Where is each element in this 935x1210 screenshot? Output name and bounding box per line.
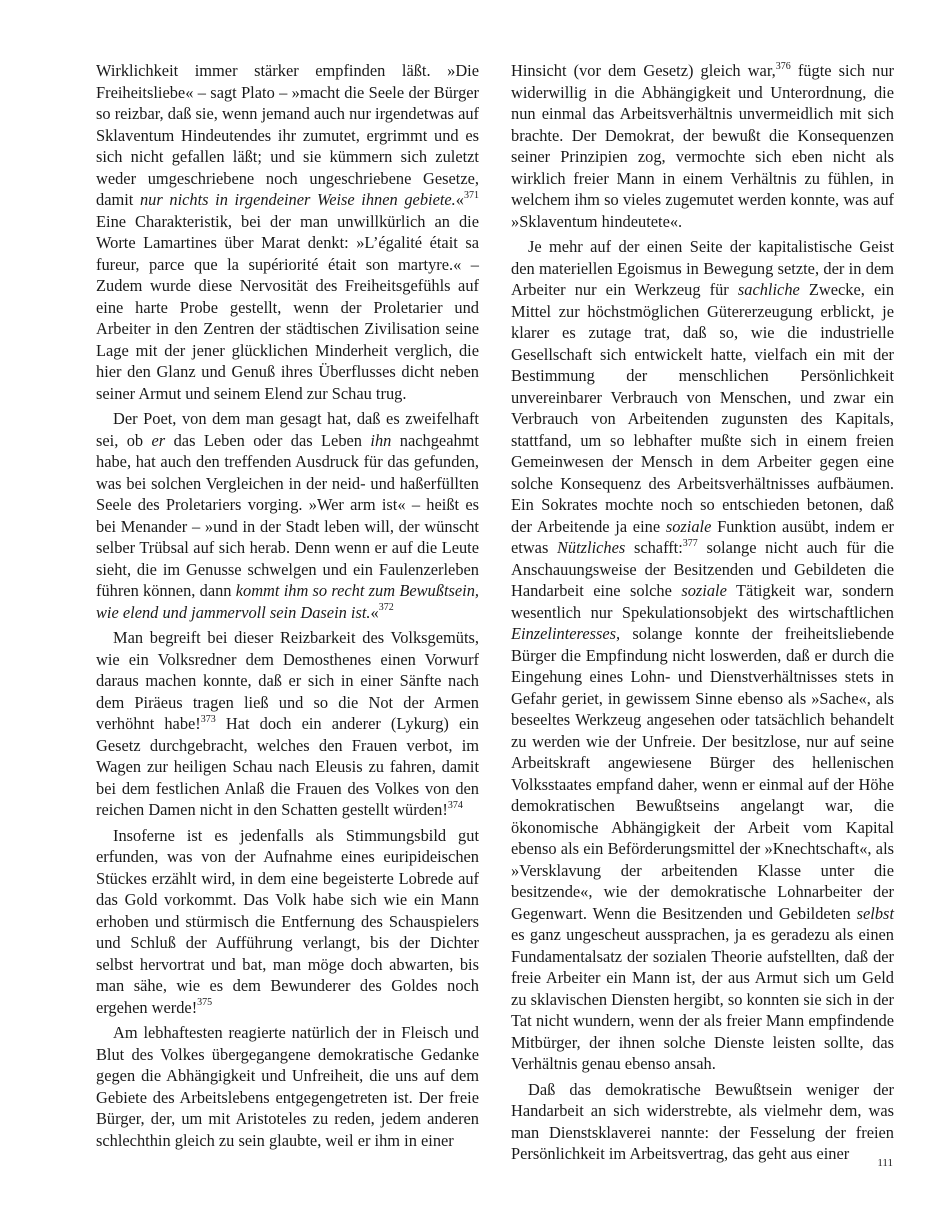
footnote-ref: 376	[775, 60, 791, 72]
paragraph: Hinsicht (vor dem Gesetz) gleich war,$^{376}$ fügte sich nur widerwillig in die Abhängigkeit und Unterordnung, die nun einmal das Arbeitsverhältnis unvermeidlich mit sich brachte. Der Demokrat, der bewußt die Konsequenzen seiner Prinzipien zog, vermochte sich eben nicht als wirklich freier Mann in einem Verhältnis zu fühlen, in welchem ihm so vieles zugemutet werden konnte, was auf »Sklaventum hindeutete«.	[511, 60, 894, 231]
footnote-ref: 374	[447, 799, 463, 811]
paragraph: Der Poet, von dem man gesagt hat, daß es zweifelhaft sei, ob er das Leben oder das Leben ihn nachgeahmt habe, hat auch den treffenden Ausdruck für das gefunden, was bei solchen Vergleichen in der neid- und haßerfüllten Seele des Proletariers vorging. »Wer arm ist« – heißt es bei Menander – »und in der Stadt leben will, der wünscht selber Trübsal auf sich herab. Denn wenn er auf die Leute sieht, die im Genusse schwelgen und ein Faulenzerleben führen können, dann kommt ihm so recht zum Bewußtsein, wie elend und jammervoll sein Dasein ist.«$^{372}$	[96, 409, 480, 622]
paragraph: Wirklichkeit immer stärker empfinden läßt. »Die Freiheitsliebe« – sagt Plato – »macht die Seele der Bürger so reizbar, daß sie, wenn jemand auch nur irgendetwas auf Sklaventum Hindeutendes ihr zumutet, ergrimmt und es sich nicht gefallen läßt; und sie kümmern sich zuletzt weder umgeschriebene noch ungeschriebene Gesetze, damit nur nichts in irgendeiner Weise ihnen gebiete.«$^{371}$ Eine Charakteristik, bei der man unwillkürlich an die Worte Lamartines über Marat denkt: »L’égalité était sa fureur, parce que la supériorité était son martyre.« – Zudem wurde diese Nervosität des Freiheitsgefühls auf eine harte Probe gestellt, wenn der Proletarier und Arbeiter in den Zentren der städtischen Zivilisation seine Lage mit der jener glücklichen Minderheit verglich, die hier den Glanz und Genuß ihres Überflusses dicht neben seiner Armut und seinem Elend zur Schau trug.	[96, 61, 479, 403]
paragraph: Je mehr auf der einen Seite der kapitalistische Geist den materiellen Egoismus in Bewegung setzte, der in dem Arbeiter nur ein Werkzeug für sachliche Zwecke, ein Mittel zur höchstmöglichen Gütererzeugung erblickt, je klarer es zutage trat, daß so, wie die industrielle Gesellschaft sich entwickelt hatte, vielfach ein mit der Bestimmung der menschlichen Persönlichkeit unvereinbarer Verbrauch von Menschen, und zwar ein Verbrauch von Arbeitenden zugunsten des Kapitals, stattfand, um so lebhafter mußte sich in einem freien Gemeinwesen der Mensch in dem Arbeiter gegen eine solche Konsequenz des Arbeitsverhältnisses aufbäumen. Ein Sokrates mochte noch so entschieden betonen, daß der Arbeitende ja eine soziale Funktion ausübt, indem er etwas Nützliches schafft:$^{377}$ solange nicht auch für die Anschauungsweise der Besitzenden und Gebildeten die Handarbeit eine solche soziale Tätigkeit war, sondern wesentlich nur Spekulationsobjekt des wirtschaftlichen Einzelinteresses, solange konnte der freiheitsliebende Bürger die Empfindung nicht loswerden, daß er durch die Eingehung eines Lohn- und Dienstverhältnisses stets in Gefahr geriet, in gewissem Sinne ebenso als »Sache«, als beseeltes Werkzeug angesehen oder tatsächlich behandelt zu werden wie der Unfreie. Der besitzlose, nur auf seine Arbeitskraft angewiesene Bürger des hellenischen Volksstaates empfand daher, wenn er einmal auf der Höhe demokratischen Bewußtseins angelangt war, die ökonomische Abhängigkeit der Arbeit vom Kapital ebenso als ein Beförderungsmittel der »Knechtschaft«, als »Versklavung der arbeitenden Klasse unter die besitzende«, wie der demokratische Lohnarbeiter der Gegenwart. Wenn die Besitzenden und Gebildeten selbst es ganz ungescheut aussprachen, ja es geradezu als einen Fundamentalsatz der sozialen Theorie aufstellten, daß der freie Arbeiter ein Mann ist, der aus Armut sich um Geld zu sklavischen Diensten hergibt, so konnten sie sich in der Tat nicht wundern, wenn der als freier Mann empfindende Mitbürger, der ihnen solche Dienste leisten sollte, das Verhältnis genau ebenso ansah.	[511, 237, 895, 1073]
footnote-ref: 377	[682, 537, 698, 549]
paragraph: Daß das demokratische Bewußtsein weniger der Handarbeit an sich widerstrebte, als vielmehr dem, was man Dienstsklaverei nannte: der Fesselung der freien Persönlichkeit im Arbeitsvertrag, das geht aus einer	[511, 1079, 894, 1163]
page-number: 111	[877, 1157, 893, 1169]
left-column	[96, 60, 479, 1151]
paragraph: Am lebhaftesten reagierte natürlich der in Fleisch und Blut des Volkes übergegangene demokratische Gedanke gegen die Abhängigkeit und Unfreiheit, die uns auf dem Gebiete des Arbeitslebens entgegengetreten ist. Der freie Bürger, der, um mit Aristoteles zu reden, jedem anderen schlechthin gleich zu sein glaubte, weil er ihm in einer	[96, 1023, 479, 1150]
paragraph: Man begreift bei dieser Reizbarkeit des Volksgemüts, wie ein Volksredner dem Demosthenes einen Vorwurf daraus machen konnte, daß er sich in einer Sänfte nach dem Piräeus tragen ließ und so die Not der Armen verhöhnt habe!$^{373}$ Hat doch ein anderer (Lykurg) ein Gesetz durchgebracht, welches den Frauen verbot, im Wagen zur heiligen Schau nach Eleusis zu fahren, damit bei dem festlichen Anlaß die Frauen des Volkes von den reichen Damen nicht in den Schatten gestellt würden!$^{374}$	[96, 628, 479, 819]
footnote-ref: 373	[200, 713, 216, 725]
footnote-ref: 372	[378, 602, 394, 614]
footnote-ref: 371	[463, 189, 479, 201]
paragraph: Insoferne ist es jedenfalls als Stimmungsbild gut erfunden, was von der Aufnahme eines euripideischen Stückes erzählt wird, in dem eine begeisterte Lobrede auf das Gold vorkommt. Das Volk habe sich wie ein Mann erhoben und stürmisch die Entfernung des Schauspielers und Schluß der Aufführung verlangt, bis der Dichter selbst hervortrat und bat, man möge doch abwarten, bis man sähe, wie es dem Bewunderer des Goldes noch ergehen werde!$^{375}$	[96, 825, 479, 1017]
footnote-ref: 375	[197, 997, 213, 1009]
right-column	[511, 60, 894, 1165]
